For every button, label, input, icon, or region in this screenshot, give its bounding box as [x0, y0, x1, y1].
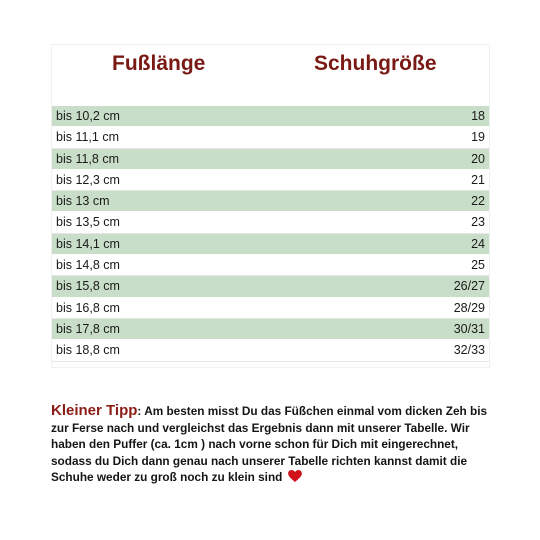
foot-length-cell: bis 14,8 cm: [56, 258, 120, 273]
shoe-size-cell: 25: [471, 258, 485, 273]
table-row: [52, 319, 489, 340]
foot-length-cell: bis 12,3 cm: [56, 172, 120, 187]
shoe-size-cell: 18: [471, 109, 485, 123]
foot-length-heading: Fußlänge: [112, 52, 206, 75]
foot-length-cell: bis 10,2 cm: [56, 109, 120, 123]
table-row: [52, 234, 489, 255]
foot-length-cell: bis 14,1 cm: [56, 236, 120, 251]
table-row: [52, 127, 489, 148]
table-row: [52, 255, 489, 276]
table-row: [52, 149, 489, 170]
tip-body: Am besten misst Du das Füßchen einmal vom dicken Zeh bis zur Ferse nach und vergleichst das Ergebnis dann mit unserer Tabelle. Wir haben den Puffer (ca. 1cm ) nach vorne schon für Dich mit eingerechnet, sodass du Dich dann genau nach unserer Tabelle richten kannst damit die Schuhe weder zu groß noch zu klein sind: [51, 404, 488, 484]
foot-length-cell: bis 13 cm: [56, 194, 110, 209]
foot-length-cell: bis 17,8 cm: [56, 321, 120, 336]
shoe-size-cell: 22: [471, 194, 485, 209]
shoe-size-cell: 21: [471, 172, 485, 187]
foot-length-cell: bis 11,1 cm: [56, 130, 119, 145]
table-row: [52, 191, 489, 212]
table-row: [52, 170, 489, 191]
shoe-size-cell: 26/27: [453, 279, 485, 294]
foot-length-cell: bis 11,8 cm: [56, 151, 119, 166]
shoe-size-cell: 32/33: [453, 343, 485, 358]
shoe-size-cell: 20: [471, 151, 485, 166]
tip-title: Kleiner Tipp: [51, 402, 138, 419]
foot-length-cell: bis 15,8 cm: [56, 279, 120, 294]
shoe-size-cell: 28/29: [453, 300, 485, 315]
table-row: [52, 212, 489, 233]
heart-icon: [288, 470, 302, 482]
tip-separator: :: [137, 404, 145, 418]
shoe-size-heading: Schuhgröße: [314, 52, 437, 75]
size-chart-card: [51, 44, 490, 368]
foot-length-cell: bis 13,5 cm: [56, 215, 120, 230]
tip-paragraph: [51, 403, 491, 486]
foot-length-cell: bis 16,8 cm: [56, 300, 120, 315]
table-row: [52, 276, 489, 297]
shoe-size-cell: 23: [471, 215, 485, 230]
foot-length-cell: bis 18,8 cm: [56, 343, 120, 358]
table-row: [52, 106, 489, 127]
shoe-size-cell: 30/31: [453, 321, 485, 336]
size-table: [52, 106, 489, 362]
shoe-size-cell: 19: [471, 130, 485, 145]
table-header: [52, 45, 489, 89]
shoe-size-cell: 24: [471, 236, 485, 251]
table-row: [52, 340, 489, 361]
table-row: [52, 298, 489, 319]
